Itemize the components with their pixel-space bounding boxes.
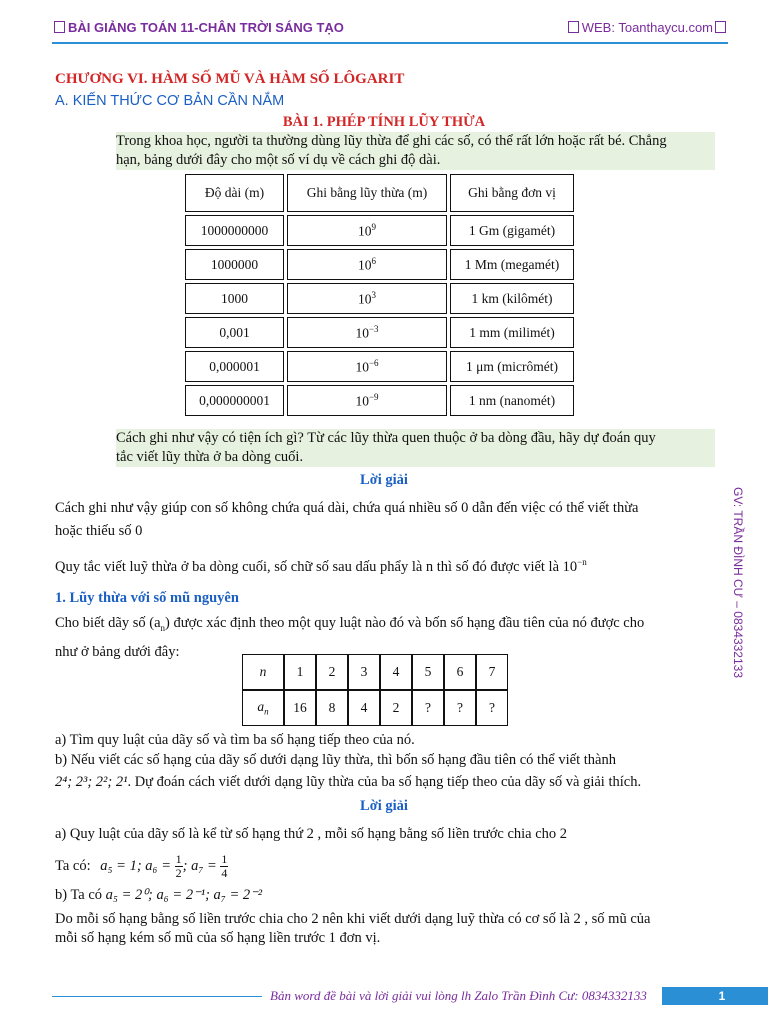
powers-expression: 2⁴; 2³; 2²; 2¹ bbox=[55, 774, 128, 790]
power-exp: −9 bbox=[368, 391, 379, 402]
answer-1-line-2: hoặc thiếu số 0 bbox=[55, 523, 143, 539]
cell-a: ? bbox=[444, 690, 476, 726]
question-line-2: tắc viết lũy thừa ở ba dòng cuối. bbox=[116, 449, 304, 465]
checkbox-glyph-icon bbox=[715, 21, 726, 33]
fraction-one-quarter bbox=[220, 853, 228, 880]
cell-a: ? bbox=[476, 690, 508, 726]
cell-a-label bbox=[242, 690, 284, 726]
power-exp: 9 bbox=[371, 221, 376, 232]
a-label: a bbox=[257, 699, 265, 715]
cell-n: 2 bbox=[316, 654, 348, 690]
cell-unit: 1 Mm (megamét) bbox=[450, 249, 574, 280]
cell-unit: 1 Gm (gigamét) bbox=[450, 215, 574, 246]
header-right[interactable] bbox=[568, 20, 726, 35]
question-box bbox=[116, 429, 715, 467]
table-row bbox=[185, 351, 574, 382]
question-a: a) Tìm quy luật của dãy số và tìm ba số hạng tiếp theo của nó. bbox=[55, 732, 415, 748]
chapter-title: CHƯƠNG VI. HÀM SỐ MŨ VÀ HÀM SỐ LÔGARIT bbox=[55, 71, 405, 87]
cell-unit: 1 mm (milimét) bbox=[450, 317, 574, 348]
header-left-text: BÀI GIẢNG TOÁN 11-CHÂN TRỜI SÁNG TẠO bbox=[68, 20, 344, 35]
table-row bbox=[242, 654, 508, 690]
power-base: 10 bbox=[358, 257, 372, 273]
solution-c-line-1: Do mỗi số hạng bằng số liền trước chia cho 2 nên khi viết dưới dạng luỹ thừa có cơ số là 2 , số mũ của bbox=[55, 911, 651, 927]
page-footer bbox=[52, 986, 726, 1008]
cell-n: 3 bbox=[348, 654, 380, 690]
side-label bbox=[726, 487, 746, 690]
seq-sub: n bbox=[160, 622, 166, 633]
sequence-table bbox=[242, 654, 508, 726]
power-base: 10 bbox=[355, 325, 369, 341]
a5-a6-expression: a₅ = 1; a₆ = bbox=[100, 858, 171, 874]
power-exp: −6 bbox=[368, 357, 379, 368]
power-base: 10 bbox=[358, 223, 372, 239]
header-length: Độ dài (m) bbox=[185, 174, 284, 212]
intro-line-2: hạn, bảng dưới đây cho một số ví dụ về cách ghi độ dài. bbox=[116, 152, 441, 168]
cell-power bbox=[287, 385, 447, 416]
table-row bbox=[185, 385, 574, 416]
cell-power bbox=[287, 283, 447, 314]
seq-text-rest: ) được xác định theo một quy luật nào đó và bốn số hạng đầu tiên của nó được cho bbox=[165, 615, 645, 631]
power-base: 10 bbox=[355, 359, 369, 375]
solution-a: a) Quy luật của dãy số là kể từ số hạng thứ 2 , mỗi số hạng bằng số liền trước chia cho 2 bbox=[55, 826, 568, 842]
solution-b bbox=[55, 886, 262, 905]
footer-divider bbox=[52, 996, 262, 997]
subsection-title: 1. Lũy thừa với số mũ nguyên bbox=[55, 590, 239, 606]
cell-unit: 1 km (kilômét) bbox=[450, 283, 574, 314]
header-unit: Ghi bằng đơn vị bbox=[450, 174, 574, 212]
lesson-title: BÀI 1. PHÉP TÍNH LŨY THỪA bbox=[282, 114, 486, 130]
cell-a: 4 bbox=[348, 690, 380, 726]
length-table bbox=[182, 171, 577, 419]
intro-line-1: Trong khoa học, người ta thường dùng lũy thừa để ghi các số, có thể rất lớn hoặc rất bé. Chẳng bbox=[116, 133, 667, 149]
cell-a: ? bbox=[412, 690, 444, 726]
table-row bbox=[242, 690, 508, 726]
table-row bbox=[185, 249, 574, 280]
intro-box bbox=[116, 132, 715, 170]
fraction-num: 1 bbox=[175, 852, 182, 867]
solution-b-label: b) Ta có bbox=[55, 887, 103, 903]
cell-length: 1000000 bbox=[185, 249, 284, 280]
cell-a: 16 bbox=[284, 690, 316, 726]
question-b-line-1: b) Nếu viết các số hạng của dãy số dưới dạng lũy thừa, thì bốn số hạng đầu tiên có thể viết thành bbox=[55, 752, 616, 768]
cell-power bbox=[287, 249, 447, 280]
power-exp: 3 bbox=[371, 289, 376, 300]
solution-b-expression: a₅ = 2⁰; a₆ = 2⁻¹; a₇ = 2⁻² bbox=[105, 887, 263, 903]
cell-length: 0,000000001 bbox=[185, 385, 284, 416]
fraction-den: 2 bbox=[175, 866, 182, 881]
question-line-1: Cách ghi như vậy có tiện ích gì? Từ các lũy thừa quen thuộc ở ba dòng đầu, hãy dự đoán quy bbox=[116, 430, 656, 446]
cell-n: 5 bbox=[412, 654, 444, 690]
checkbox-glyph-icon bbox=[54, 21, 65, 33]
cell-unit: 1 nm (nanomét) bbox=[450, 385, 574, 416]
cell-length: 1000000000 bbox=[185, 215, 284, 246]
checkbox-glyph-icon bbox=[568, 21, 579, 33]
answer-1-line-1: Cách ghi như vậy giúp con số không chứa quá dài, chứa quá nhiều số 0 dẫn đến việc có thể viết thừa bbox=[55, 500, 639, 516]
cell-n: 6 bbox=[444, 654, 476, 690]
header-left bbox=[54, 20, 344, 35]
cell-a: 2 bbox=[380, 690, 412, 726]
fraction-den: 4 bbox=[221, 866, 228, 881]
answer-1 bbox=[55, 497, 715, 543]
cell-n-label: n bbox=[242, 654, 284, 690]
table-header-row bbox=[185, 174, 574, 212]
cell-n: 4 bbox=[380, 654, 412, 690]
solution-ta-co bbox=[55, 848, 228, 884]
header-power: Ghi bằng lũy thừa (m) bbox=[287, 174, 447, 212]
cell-length: 0,001 bbox=[185, 317, 284, 348]
cell-n: 7 bbox=[476, 654, 508, 690]
footer-text: Bản word đề bài và lời giải vui lòng lh Zalo Trần Đình Cư: 0834332133 bbox=[270, 988, 647, 1003]
cell-power bbox=[287, 215, 447, 246]
question-b-line-2 bbox=[55, 773, 641, 792]
power-base: 10 bbox=[355, 393, 369, 409]
power-exp: −3 bbox=[368, 323, 379, 334]
solution-c bbox=[55, 910, 715, 948]
power-exp: 6 bbox=[371, 255, 376, 266]
a7-expression: ; a₇ = bbox=[182, 858, 217, 874]
question-b-rest: . Dự đoán cách viết dưới dạng lũy thừa của ba số hạng tiếp theo của dãy số và giải thích. bbox=[127, 774, 642, 790]
page-header bbox=[52, 18, 728, 44]
table-row bbox=[185, 215, 574, 246]
side-label-text: GV: TRẦN ĐÌNH CƯ – 0834332133 bbox=[731, 487, 745, 679]
cell-a: 8 bbox=[316, 690, 348, 726]
answer-2 bbox=[55, 553, 587, 577]
solution-heading-2: Lời giải bbox=[360, 798, 408, 814]
page-number: 1 bbox=[662, 987, 768, 1005]
cell-unit: 1 μm (micrômét) bbox=[450, 351, 574, 382]
cell-n: 1 bbox=[284, 654, 316, 690]
answer-2-exp: −n bbox=[577, 557, 587, 567]
solution-c-line-2: mỗi số hạng kém số mũ của số hạng liền trước 1 đơn vị. bbox=[55, 930, 381, 946]
cell-power bbox=[287, 317, 447, 348]
a-label-sub: n bbox=[264, 706, 269, 717]
power-base: 10 bbox=[358, 291, 372, 307]
table-row bbox=[185, 317, 574, 348]
answer-2-text: Quy tắc viết luỹ thừa ở ba dòng cuối, số chữ số sau dấu phẩy là n thì số đó được viết là 10 bbox=[55, 558, 578, 575]
cell-length: 0,000001 bbox=[185, 351, 284, 382]
solution-heading: Lời giải bbox=[360, 472, 408, 488]
section-title: A. KIẾN THỨC CƠ BẢN CẦN NẮM bbox=[55, 93, 285, 109]
cell-power bbox=[287, 351, 447, 382]
website-link[interactable]: WEB: Toanthaycu.com bbox=[581, 20, 713, 35]
fraction-one-half bbox=[175, 853, 183, 880]
table-row bbox=[185, 283, 574, 314]
sequence-intro-line-2: như ở bảng dưới đây: bbox=[55, 643, 180, 660]
ta-co-label: Ta có: bbox=[55, 858, 91, 874]
cell-length: 1000 bbox=[185, 283, 284, 314]
fraction-num: 1 bbox=[221, 852, 228, 867]
sequence-intro-line-1 bbox=[55, 611, 715, 640]
seq-text-a: Cho biết dãy số (a bbox=[55, 615, 161, 631]
